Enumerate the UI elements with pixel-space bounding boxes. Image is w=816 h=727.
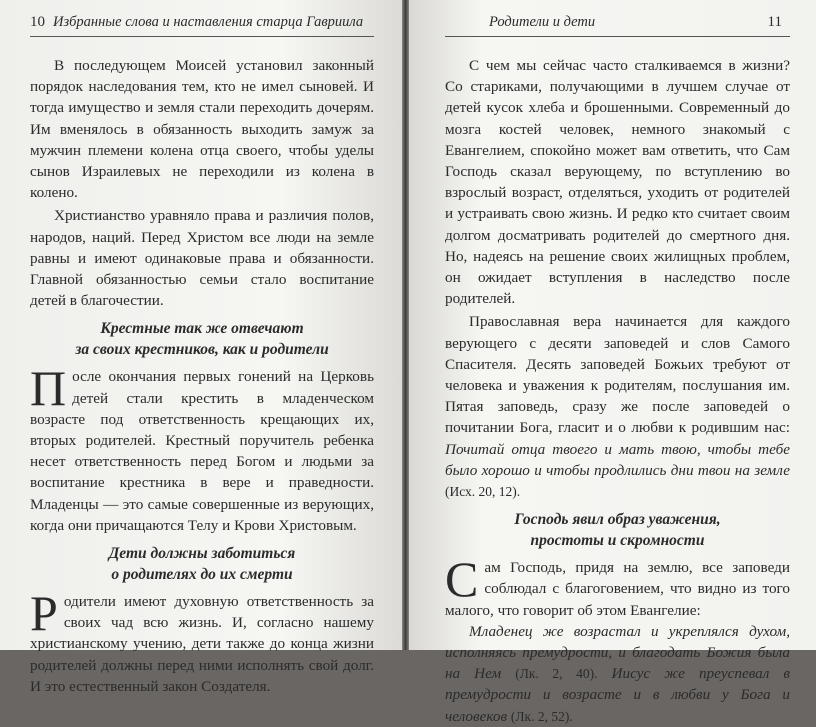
paragraph-text: ам Господь, придя на землю, все заповеди соблюдал с благоговением, что видно из того малого, что говорит об этом Евангелие: — [445, 559, 790, 619]
right-paragraph-3 — [445, 551, 790, 621]
page-number-right: 11 — [767, 14, 782, 30]
left-page-content — [30, 55, 374, 697]
section-heading-line: Дети должны заботиться — [108, 545, 296, 563]
scripture-reference: (Лк. 2, 40). — [515, 666, 598, 682]
drop-cap: С — [445, 551, 479, 608]
scripture-quote: Почитай отца твоего и мать твою, чтобы тебе было хорошо и чтобы продлились дни твои на земле — [445, 440, 790, 479]
drop-cap: Р — [30, 585, 58, 642]
section-heading-line: о родителях до их смерти — [111, 566, 293, 584]
paragraph-text: осле окончания первых гонений на Церковь детей стали крестить в младенческом возрасте под ответственность крещающих их, вторых родителей. Крестный поручитель ребенка несет ответственность перед Богом и людьми за воспитание крестника в вере и праведности. Младенцы — это самые совершенные из верующих, когда они причащаются Телу и Крови Христовым. — [30, 368, 374, 534]
scripture-quote: Младенец же возрастал и укреплялся духом, исполняясь премудрости, и благодать Божия была на Нем — [445, 622, 790, 683]
paragraph-text: одители имеют духовную ответственность за своих чад всю жизнь. И, согласно нашему христианскому учению, дети также до конца жизни родителей должны перед ними исполнять свой долг. И это естественный закон Создателя. — [30, 593, 374, 695]
right-running-head — [445, 14, 790, 37]
section-heading-line: Крестные так же отвечают — [100, 320, 304, 338]
running-title-right: Родители и дети — [489, 14, 596, 30]
left-paragraph-2: Христианство уравняло права и различия полов, народов, наций. Перед Христом все люди на земле равны и имеют одинаковые права и обязанности. Главной обязанностью семьи стало воспитание детей в благочестии. — [30, 207, 374, 310]
drop-cap: П — [30, 360, 67, 417]
paragraph-text: Православная вера начинается для каждого верующего с десяти заповедей и слов Самого Спасителя. Десять заповедей Божьих требуют от человека и уважения к родителям, послушания им. Пятая заповедь, сразу же после заповедей о почитании Бога, гласит и о любви к родившим нас: — [445, 313, 790, 437]
left-page — [0, 0, 402, 695]
section-heading-line: за своих крестников, как и родители — [75, 341, 329, 359]
section-heading-line: простоты и скромности — [530, 532, 705, 550]
section-heading-lord-example — [445, 509, 790, 551]
left-paragraph-4 — [30, 585, 374, 697]
scripture-quote: Иисус же преуспевал в премудрости и возрасте и в любви у Бога и человеков — [445, 665, 791, 725]
running-title-left: Избранные слова и наставления старца Гавриила — [53, 14, 364, 30]
page-number-left: 10 — [30, 14, 45, 30]
section-heading-children-care — [30, 543, 374, 585]
right-page — [409, 0, 816, 725]
book-gutter — [402, 0, 409, 650]
scripture-reference: (Исх. 20, 12). — [445, 484, 521, 500]
left-paragraph-3 — [30, 360, 374, 536]
scripture-reference: (Лк. 2, 52). — [510, 708, 573, 724]
left-paragraph-1: В последующем Моисей установил законный порядок наследования тем, кто не имел сыновей. И тогда имущество и земля стали переходить дочерям. Им вменялось в обязанность выходить замуж за мужчин племени колена отца своего, чтобы уделы сынов Израилевых не переходили из колена в колено. — [30, 57, 374, 202]
right-quote-paragraph — [445, 621, 790, 727]
section-heading-line: Господь явил образ уважения, — [514, 511, 721, 529]
right-page-content — [445, 55, 790, 727]
section-heading-godparents — [30, 318, 374, 360]
right-paragraph-2 — [445, 311, 790, 502]
left-running-head — [30, 14, 374, 37]
right-paragraph-1: С чем мы сейчас часто сталкиваемся в жизни? Со стариками, получающими в лучшем случае от детей кусок хлеба и брошенными. Современный до мозга костей человек, немного знакомый с Евангелием, спокойно может вам ответить, что Сам Господь сказал верующему, по вступлению во взрослый возраст, отделяться, уходить от родителей и устраивать свою жизнь. И редко кто считает своим долгом досматривать родителей до смертного дня. Но, надеясь на решение своих жилищных проблем, он ожидает вступления в наследство после родителей. — [445, 57, 790, 308]
